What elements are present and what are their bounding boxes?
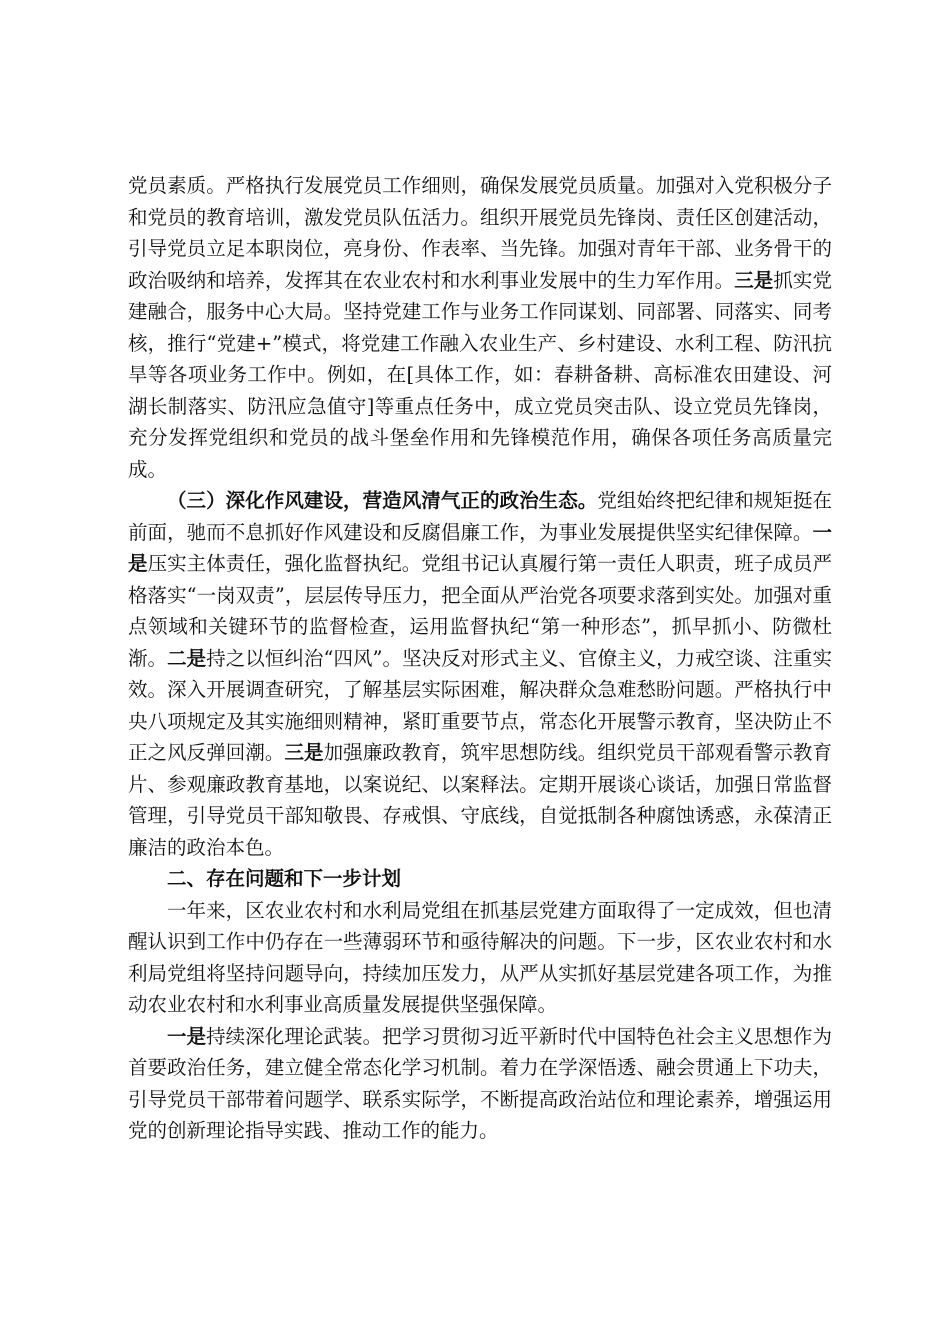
- paragraph-problems-intro: [128, 895, 832, 1021]
- text-run: 抓实党建融合，服务中心大局。坚持党建工作与业务工作同谋划、同部署、同落实、同考核，推行“党建+”模式，将党建工作融入农业生产、乡村建设、水利工程、防汛抗旱等各项业务工作中。例如，在[具体工作，如：春耕备耕、高标准农田建设、河湖长制落实、防汛应急值守]等重点任务中，成立党员突击队、设立党员先锋岗，充分发挥党组织和党员的战斗堡垒作用和先锋模范作用，确保各项任务高质量完成。: [128, 268, 832, 481]
- text-run-bold: 三是: [284, 741, 324, 764]
- text-run: 一年来，区农业农村和水利局党组在抓基层党建方面取得了一定成效，但也清醒认识到工作中仍存在一些薄弱环节和亟待解决的问题。下一步，区农业农村和水利局党组将坚持问题导向，持续加压发力，从严从实抓好基层党建各项工作，为推动农业农村和水利事业高质量发展提供坚强保障。: [128, 898, 832, 1016]
- text-run-bold: 三是: [734, 268, 774, 292]
- chapter-heading: [128, 863, 832, 895]
- text-run: 党员素质。严格执行发展党员工作细则，确保发展党员质量。加强对入党积极分子和党员的教育培训，激发党员队伍活力。组织开展党员先锋岗、责任区创建活动，引导党员立足本职岗位，亮身份、作表率、当先锋。加强对青年干部、业务骨干的政治吸纳和培养，发挥其在农业农村和水利事业发展中的生力军作用。: [128, 174, 832, 292]
- text-run: 党组始终把纪律和规矩挺在前面，驰而不息抓好作风建设和反腐倡廉工作，为事业发展提供坚实纪律保障。: [128, 489, 832, 544]
- text-run: 持续深化理论武装。把学习贯彻习近平新时代中国特色社会主义思想作为首要政治任务，建立健全常态化学习机制。着力在学深悟透、融会贯通上下功夫，引导党员干部带着问题学、联系实际学，不断提高政治站位和理论素养，增强运用党的创新理论指导实践、推动工作的能力。: [128, 1024, 832, 1142]
- text-run: 压实主体责任，强化监督执纪。党组书记认真履行第一责任人职责，班子成员严格落实“一岗双责”，层层传导压力，把全面从严治党各项要求落到实处。加强对重点领域和关键环节的监督检查，运用监督执纪“第一种形态”，抓早抓小、防微杜渐。: [128, 552, 832, 670]
- paragraph-theory-study: [128, 1021, 832, 1147]
- text-run-bold: 一是: [128, 520, 832, 575]
- paragraph-party-building-integration: [128, 170, 832, 485]
- chapter-heading-text: 二、存在问题和下一步计划: [167, 867, 402, 890]
- text-run-bold: 二是: [167, 646, 207, 670]
- text-run: 加强廉政教育，筑牢思想防线。组织党员干部观看警示教育片、参观廉政教育基地，以案说纪、以案释法。定期开展谈心谈话，加强日常监督管理，引导党员干部知敬畏、存戒惧、守底线，自觉抵制各种腐蚀诱惑，永葆清正廉洁的政治本色。: [128, 741, 832, 859]
- text-run: 持之以恒纠治“四风”。坚决反对形式主义、官僚主义，力戒空谈、注重实效。深入开展调查研究，了解基层实际困难，解决群众急难愁盼问题。严格执行中央八项规定及其实施细则精神，紧盯重要节点，常态化开展警示教育，坚决防止不正之风反弹回潮。: [128, 646, 832, 764]
- document-page: [128, 170, 832, 1147]
- section-heading: （三）深化作风建设，营造风清气正的政治生态。: [167, 489, 598, 512]
- text-run-bold: 一是: [167, 1024, 207, 1048]
- paragraph-work-style: [128, 485, 832, 863]
